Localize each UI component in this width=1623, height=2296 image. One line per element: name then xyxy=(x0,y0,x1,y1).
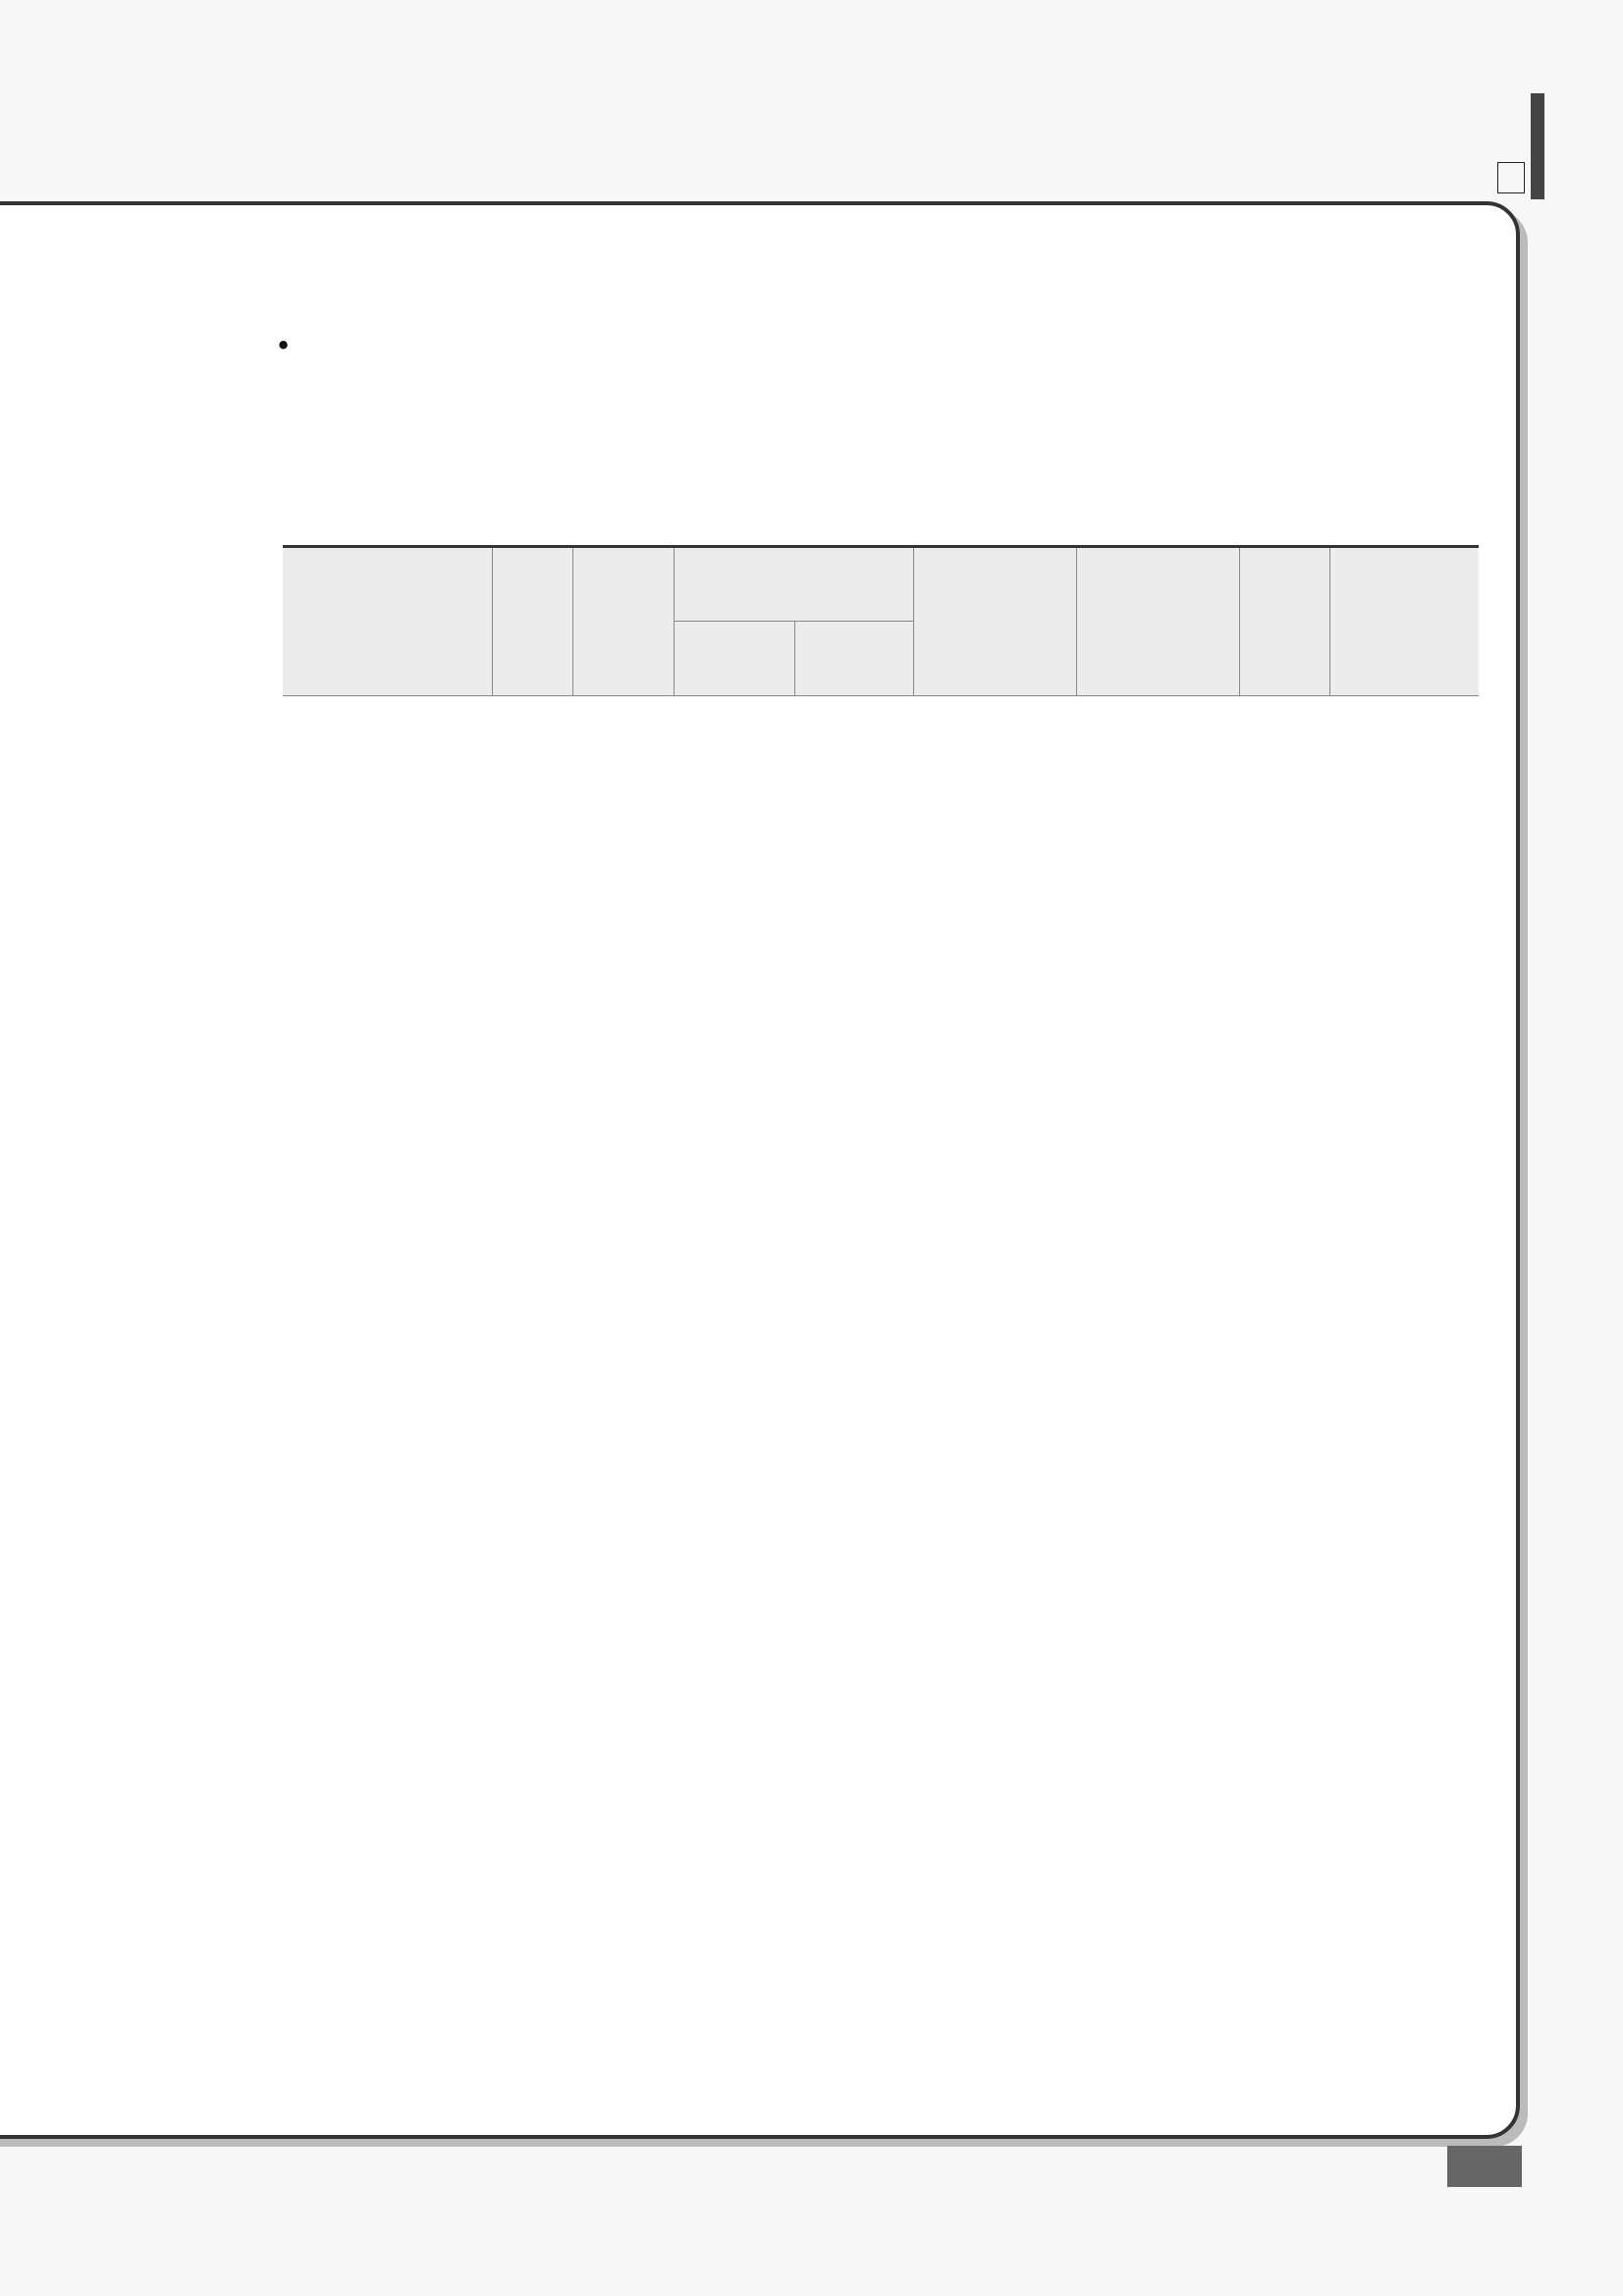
header-libraries xyxy=(492,547,572,696)
header-visitors xyxy=(913,547,1076,696)
header-seats xyxy=(572,547,674,696)
side-slogan xyxy=(1550,218,1581,236)
content-frame xyxy=(0,201,1520,2139)
header-category xyxy=(283,547,492,696)
library-table xyxy=(283,545,1479,696)
header-non-books xyxy=(794,622,913,696)
page-number xyxy=(1447,2146,1522,2187)
section-number-box xyxy=(1497,162,1525,193)
header-books xyxy=(674,622,794,696)
header-loans xyxy=(1076,547,1239,696)
header-materials xyxy=(674,547,913,622)
header-staff xyxy=(1239,547,1329,696)
section-subtitle xyxy=(1497,162,1537,193)
bullet-dot: • xyxy=(275,329,293,362)
header-budget xyxy=(1329,547,1479,696)
